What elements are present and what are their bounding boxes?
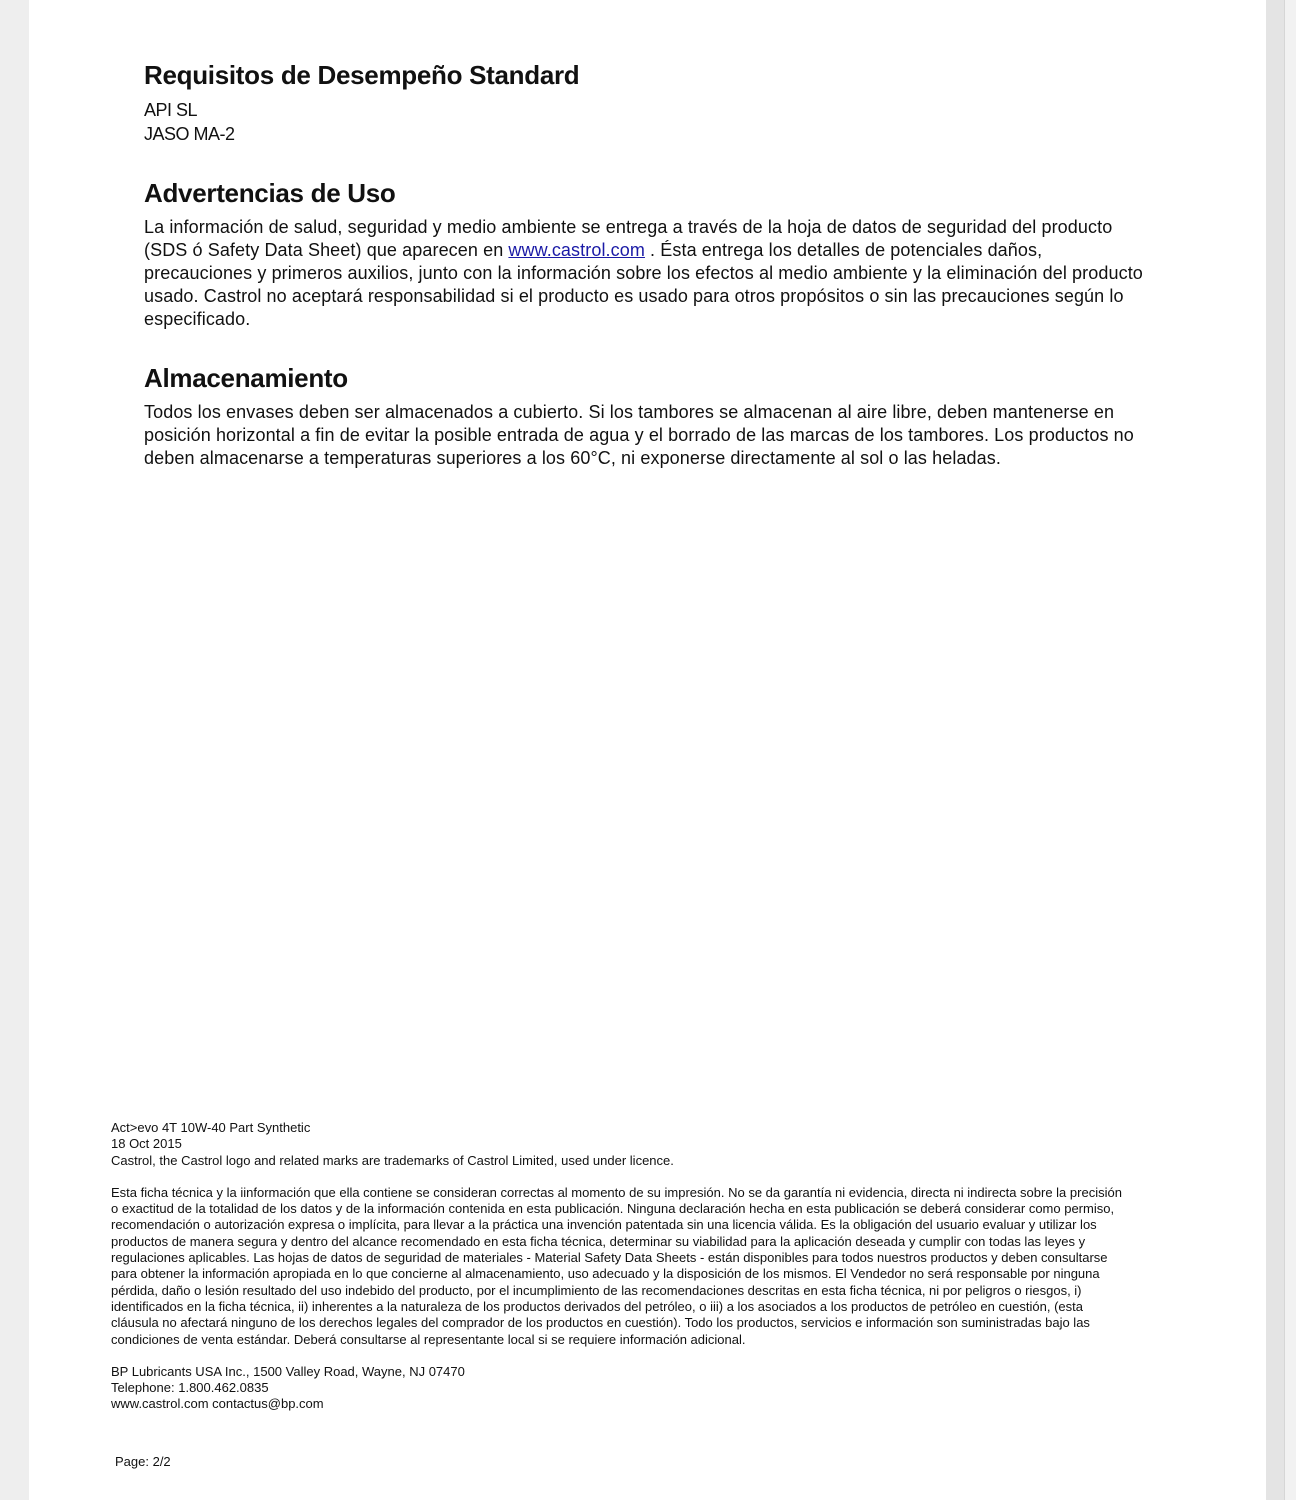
spec-list	[144, 98, 1144, 146]
section-title-performance: Requisitos de Desempeño Standard	[144, 60, 580, 90]
section-performance	[144, 58, 1144, 146]
storage-paragraph: Todos los envases deben ser almacenados a cubierto. Si los tambores se almacenan al aire libre, deben mantenerse en posición horizontal a fin de evitar la posible entrada de agua y el borrado de las marcas de los tambores. Los productos no deben almacenarse a temperaturas superiores a los 60°C, ni exponerse directamente al sol o las heladas.	[144, 402, 1134, 468]
section-title-warnings: Advertencias de Uso	[144, 178, 396, 208]
page-content	[144, 58, 1144, 470]
document-page	[29, 0, 1266, 1500]
spec-item: JASO MA-2	[144, 124, 235, 144]
section-storage	[144, 361, 1144, 470]
footer-date: 18 Oct 2015	[111, 1136, 182, 1152]
section-title-storage: Almacenamiento	[144, 363, 348, 393]
footer-product: Act>evo 4T 10W-40 Part Synthetic	[111, 1120, 311, 1135]
warnings-paragraph	[144, 216, 1144, 331]
section-warnings	[144, 176, 1144, 331]
warnings-text-start: La información de salud, seguridad y medio ambiente se entrega a través de la hoja de datos de seguridad del producto (SDS ó Safety Data Sheet) que aparecen en	[144, 217, 1113, 260]
castrol-link[interactable]: www.castrol.com	[508, 240, 645, 260]
warnings-text-end: . Ésta entrega los detalles de potenciales daños, precauciones y primeros auxilios, junto con la información sobre los efectos al medio ambiente y la eliminación del producto usado. Castrol no aceptará responsabilidad si el producto es usado para otros propósitos o sin las precauciones según lo especificado.	[144, 240, 1143, 329]
spec-item: API SL	[144, 100, 198, 120]
footer-trademark: Castrol, the Castrol logo and related marks are trademarks of Castrol Limited, used under licence.	[111, 1152, 674, 1168]
footer-telephone: Telephone: 1.800.462.0835	[111, 1380, 269, 1396]
scrollbar[interactable]	[1284, 0, 1296, 1500]
page-number: Page: 2/2	[115, 1454, 171, 1469]
page-footer	[111, 1120, 1131, 1413]
footer-address: BP Lubricants USA Inc., 1500 Valley Road, Wayne, NJ 07470	[111, 1363, 465, 1379]
footer-disclaimer: Esta ficha técnica y la iinformación que ella contiene se consideran correctas al momento de su impresión. No se da garantía ni evidencia, directa ni indirecta sobre la precisión o exactitud de la totalidad de los datos y de la información contenida en esta publicación. Ninguna declaración hecha en esta publicación se deberá considerar como permiso, recomendación o autorización expresa o implícita, para llevar a la práctica una invención patentada sin una licencia válida. Es la obligación del usuario evaluar y utilizar los productos de manera segura y dentro del alcance recomendado en esta ficha técnica, determinar su viabilidad para la aplicación deseada y cumplir con todas las leyes y regulaciones aplicables. Las hojas de datos de seguridad de materiales - Material Safety Data Sheets - están disponibles para todos nuestros productos y deben consultarse para obtener la información apropiada en lo que concierne al almacenamiento, uso adecuado y la disposición de los mismos. El Vendedor no será responsable por ninguna pérdida, daño o lesión resultado del uso indebido del producto, por el incumplimiento de las recomendaciones descritas en esta ficha técnica, ni por peligros o riesgos, i) identificados en la ficha técnica, ii) inherentes a la naturaleza de los productos derivados del petróleo, o iii) a los asociados a los productos de petróleo en cuestión, (esta cláusula no afectará ninguno de los derechos legales del comprador de los productos en cuestión). Todo los productos, servicios e información son suministradas bajo las condiciones de venta estándar. Deberá consultarse al representante local si se requiere información adicional.	[111, 1184, 1122, 1347]
footer-contact: www.castrol.com contactus@bp.com	[111, 1396, 324, 1412]
